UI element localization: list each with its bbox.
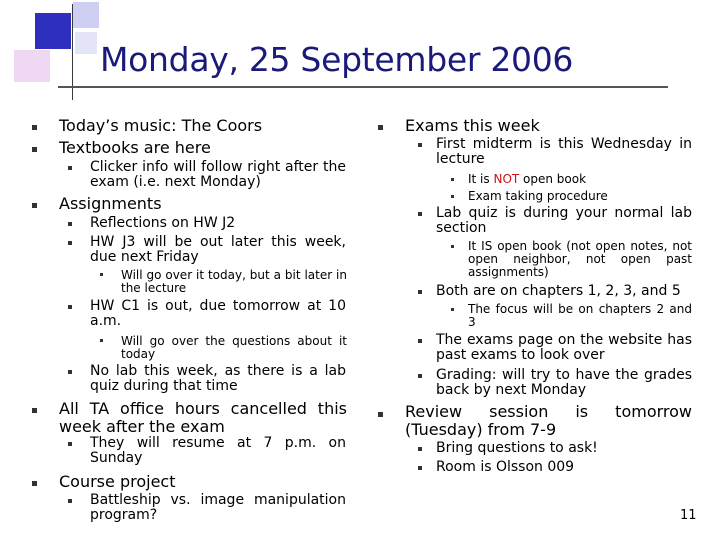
review-line: Review session is tomorrow (Tuesday) from 7-9 [405,402,692,439]
bullet [451,308,454,311]
focus-line: The focus will be on chapters 2 and 3 [468,302,692,329]
open-book-post: open book [519,172,587,186]
midterm-line: First midterm is this Wednesday in lecture [436,136,692,167]
bullet [68,166,72,170]
open-book-pre: It is [468,172,494,186]
page-number: 11 [680,508,697,523]
bullet [418,143,422,147]
exams-heading: Exams this week [405,116,540,135]
bullet [32,408,37,413]
decor-square-lavender [75,32,97,54]
hwc1-line: HW C1 is out, due tomorrow at 10 a.m. [90,298,346,329]
bullet [451,178,454,181]
battleship-line: Battleship vs. image manipulation program? [90,492,346,523]
bullet [68,499,72,503]
room-line: Room is Olsson 009 [436,459,575,475]
bullet [32,125,37,130]
title-rule [58,86,668,88]
procedure-line: Exam taking procedure [468,189,608,203]
reflections-line: Reflections on HW J2 [90,215,236,231]
bullet [32,481,37,486]
bullet [418,447,422,451]
ta-line: All TA office hours cancelled this week after the exam [59,399,347,436]
chapters-line: Both are on chapters 1, 2, 3, and 5 [436,283,681,299]
bullet [418,339,422,343]
bullet [68,222,72,226]
bullet [68,370,72,374]
decor-square-pink [14,50,50,82]
clicker-line: Clicker info will follow right after the exam (i.e. next Monday) [90,159,346,190]
bullet [100,273,103,276]
bring-line: Bring questions to ask! [436,440,598,456]
bullet [418,290,422,294]
bullet [418,466,422,470]
assignments-heading: Assignments [59,194,162,213]
bullet [378,125,383,130]
music-line: Today’s music: The Coors [59,116,263,135]
open-book-line [468,173,692,186]
bullet [418,374,422,378]
bullet [32,147,37,152]
resume-line: They will resume at 7 p.m. on Sunday [90,435,346,466]
grading-line: Grading: will try to have the grades back by next Monday [436,367,692,398]
bullet [68,442,72,446]
bullet [418,212,422,216]
hwj3-note: Will go over it today, but a bit later in the lecture [121,268,347,295]
decor-square-dark [35,13,71,49]
bullet [378,412,383,417]
course-project-heading: Course project [59,472,176,491]
not-emphasis: NOT [493,172,520,186]
hwj3-line: HW J3 will be out later this week, due next Friday [90,234,346,265]
website-line: The exams page on the website has past exams to look over [436,332,692,363]
slide-title: Monday, 25 September 2006 [100,40,574,79]
textbooks-line: Textbooks are here [59,138,211,157]
bullet [68,241,72,245]
labquiz-note: It IS open book (not open notes, not open neighbor, not open past assignments) [468,239,692,279]
hwc1-note: Will go over the questions about it today [121,334,347,361]
bullet [68,305,72,309]
labquiz-line: Lab quiz is during your normal lab section [436,205,692,236]
bullet [32,203,37,208]
bullet [451,245,454,248]
nolab-line: No lab this week, as there is a lab quiz during that time [90,363,346,394]
decor-square-light [73,2,99,28]
bullet [100,339,103,342]
bullet [451,195,454,198]
